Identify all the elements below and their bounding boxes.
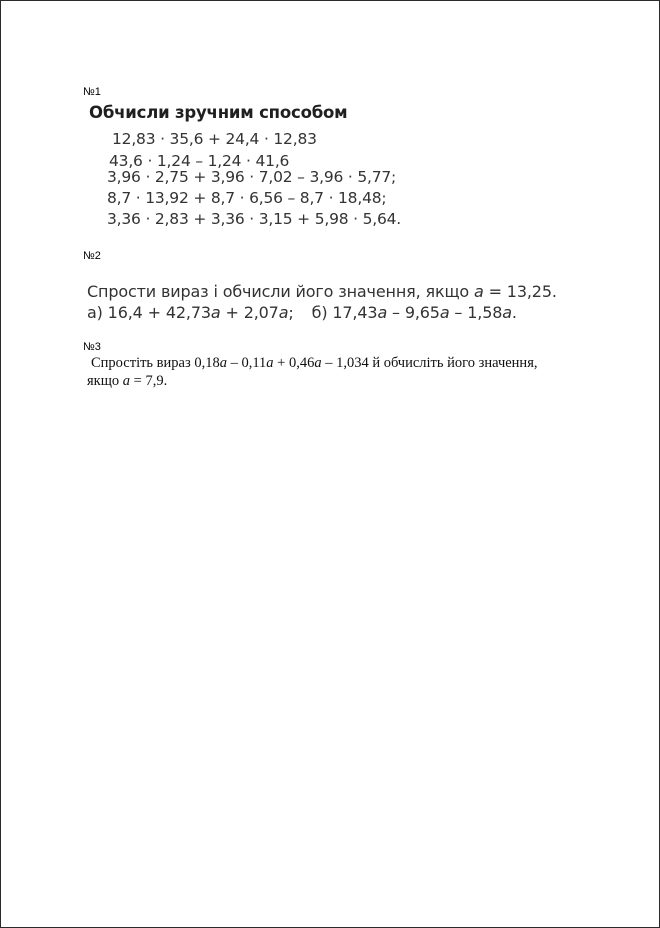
task3-question-line2: якщо a = 7,9. bbox=[87, 373, 168, 389]
task3-number: №3 bbox=[83, 341, 101, 353]
task2-part-b: б) 17,43a – 9,65a – 1,58a. bbox=[311, 303, 517, 322]
task2-part-a: а) 16,4 + 42,73a + 2,07a; bbox=[87, 303, 294, 322]
task2-parts bbox=[87, 303, 517, 322]
task1-number: №1 bbox=[83, 86, 101, 98]
task1-expression: 3,36 · 2,83 + 3,36 · 3,15 + 5,98 · 5,64. bbox=[107, 210, 402, 228]
task1-expression: 3,96 · 2,75 + 3,96 · 7,02 – 3,96 · 5,77; bbox=[107, 168, 397, 186]
task2-question: Спрости вираз і обчисли його значення, якщо a = 13,25. bbox=[87, 282, 557, 301]
task1-expression: 8,7 · 13,92 + 8,7 · 6,56 – 8,7 · 18,48; bbox=[107, 189, 387, 207]
task3-question-line1: Спростіть вираз 0,18a – 0,11a + 0,46a – 1,034 й обчисліть його значення, bbox=[91, 355, 538, 371]
task2-number: №2 bbox=[83, 250, 101, 262]
task1-heading: Обчисли зручним способом bbox=[89, 103, 348, 122]
task1-expression: 12,83 · 35,6 + 24,4 · 12,83 bbox=[112, 130, 317, 148]
task1-expression: 43,6 · 1,24 – 1,24 · 41,6 bbox=[109, 152, 290, 170]
